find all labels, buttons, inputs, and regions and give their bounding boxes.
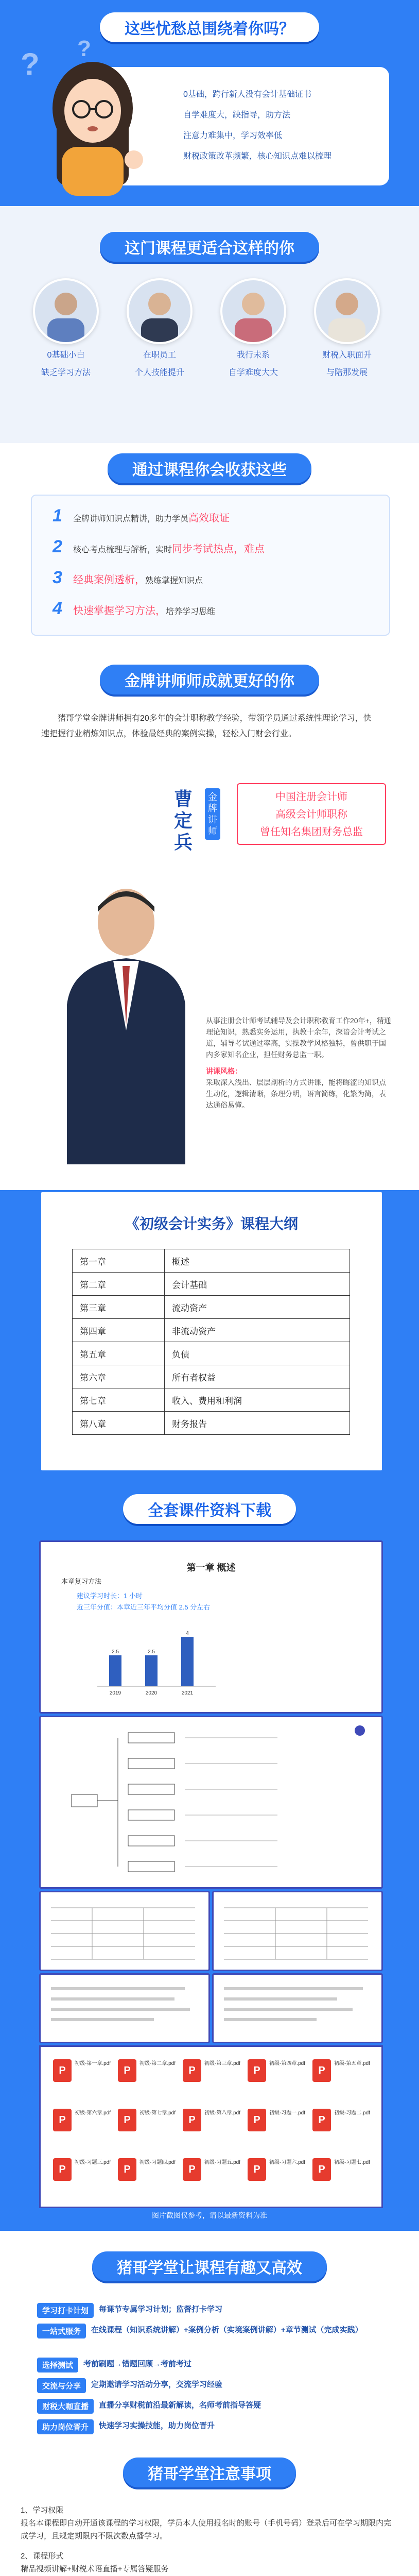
features-section [0, 2231, 419, 2447]
table-thumbnail [214, 1892, 378, 1967]
teacher-bio: 从事注册会计师考试辅导及会计职称教育工作20年+，精通理论知识，熟悉实务运用，执教十余年，深谙会计考试之道，辅导考试通过率高，实操教学风格独特，曾供职于国内多家知名企业，担任财务总监一职。 讲课风格： 采取深入浅出、层层剖析的方式讲课，能将晦涩的知识点生动化，逻辑清晰，条理分明，语言简练，化繁为简，表达通俗易懂。 [206, 1016, 391, 1109]
pdf-file[interactable] [183, 2057, 239, 2093]
pdf-filename: 初级-习题七.pdf [334, 2160, 371, 2165]
chapter-name: 所有者权益 [165, 1365, 350, 1388]
score-bar-chart [87, 1619, 221, 1702]
pdf-file[interactable] [312, 2156, 369, 2192]
pdf-file-grid [39, 2045, 383, 2208]
gains-title: 通过课程你会收获这些 [108, 453, 311, 483]
pdf-icon: P [312, 2158, 331, 2181]
pdf-filename: 初级-习题二.pdf [334, 2110, 371, 2116]
note-text: 精品视频讲解+财税术语直播+专属答疑服务 [21, 2565, 169, 2573]
pdf-filename: 初级-习题四.pdf [139, 2160, 176, 2165]
outline-row [73, 1296, 350, 1319]
slide-line: 近三年分值：本章近三年平均分值 2.5 分左右 [77, 1603, 211, 1611]
outline-table [72, 1249, 350, 1435]
note-text: 报名本课程即自动开通该课程的学习权限，学员本人使用报名时的账号（手机号码）登录后可在学习期限内完成学习，且规定期限内不限次数点播学习。 [21, 2519, 392, 2540]
outline-row [73, 1412, 350, 1435]
bar-value-label: 2.5 [148, 1649, 155, 1655]
note-heading: 1、学习权限 [21, 2506, 64, 2515]
chapter-name: 会计基础 [165, 1273, 350, 1296]
feature-row: 助力岗位晋升 快速学习实操技能，助力岗位晋升 [37, 2419, 387, 2434]
teacher-section [0, 649, 419, 1190]
audience-item [212, 278, 294, 379]
outline-row [73, 1249, 350, 1273]
pdf-icon: P [53, 2158, 72, 2181]
audience-label: 我行未系 [236, 351, 270, 360]
pain-point: 财税政策改革频繁，核心知识点难以梳理 [183, 152, 332, 161]
pdf-icon: P [53, 2109, 72, 2131]
bar-value-label: 4 [186, 1631, 189, 1636]
pdf-file[interactable] [53, 2156, 110, 2192]
gain-row: 1 全牌讲师知识点精讲，助力学员 高效取证 [53, 506, 230, 526]
pdf-icon: P [118, 2158, 136, 2181]
pdf-icon: P [248, 2059, 266, 2082]
mindmap-slide [39, 1716, 383, 1889]
text-slide [39, 1973, 210, 2043]
teacher-intro: 猪哥学堂金牌讲师拥有20多年的会计职称教学经验，带领学员通过系统性理论学习，快速把握行业精炼知识点，体验最经典的案例实操，轻松入门财会行业。 [41, 714, 372, 738]
gains-section [0, 443, 419, 649]
audience-sub: 个人技能提升 [134, 368, 184, 377]
bar [181, 1637, 194, 1686]
worried-girl-illustration [36, 52, 149, 196]
pdf-file[interactable] [53, 2107, 110, 2143]
chapter-name: 非流动资产 [165, 1319, 350, 1342]
audience-title: 这门课程更适合这样的你 [100, 232, 319, 262]
pdf-file[interactable] [183, 2156, 239, 2192]
notes-title: 猪哥学堂注意事项 [123, 2458, 296, 2487]
teacher-title: 金牌讲师师成就更好的你 [100, 665, 319, 694]
chapter-number: 第五章 [73, 1342, 165, 1365]
teacher-photo [57, 876, 196, 1164]
pdf-filename: 初级-第七章.pdf [139, 2110, 176, 2116]
feature-row: 选择测试 考前刷题→错题回顾→考前考过 [37, 2358, 372, 2372]
audience-item [306, 278, 388, 379]
pdf-file[interactable] [53, 2057, 110, 2093]
category-label: 2020 [145, 1690, 158, 1696]
pdf-filename: 初级-第三章.pdf [204, 2061, 241, 2066]
materials-title: 全套课件资料下载 [123, 1494, 296, 1524]
pdf-filename: 初级-第六章.pdf [75, 2110, 111, 2116]
pdf-icon: P [183, 2109, 201, 2131]
teacher-tag: 金牌讲师 [205, 788, 220, 840]
notes-section [0, 2447, 419, 2576]
audience-sub: 自学难度大大 [228, 368, 278, 377]
audience-section [0, 206, 419, 443]
audience-item [118, 278, 201, 379]
question-mark-icon: ? [21, 47, 40, 81]
mindmap-diagram [41, 1717, 378, 1884]
pdf-icon: P [118, 2059, 136, 2082]
outline-section [0, 1190, 419, 1479]
pdf-filename: 初级-习题六.pdf [269, 2160, 306, 2165]
pdf-filename: 初级-第二章.pdf [139, 2061, 176, 2066]
pain-point: 注意力难集中，学习效率低 [183, 131, 283, 140]
feature-row: 一站式服务 在线课程（知识系统讲解）+案例分析（实境案例讲解）+章节测试（完成实践） [37, 2324, 379, 2338]
chapter-number: 第七章 [73, 1388, 165, 1412]
note-heading: 2、课程形式 [21, 2552, 64, 2561]
feature-row: 财税大咖直播 直播分享财税前沿最新解读，名师考前指导答疑 [37, 2399, 387, 2414]
category-label: 2021 [181, 1690, 194, 1696]
teacher-titles-box: 中国注册会计师 高级会计师职称 曾任知名集团财务总监 [237, 783, 386, 845]
table-slide [39, 1891, 210, 1971]
gain-row: 3 经典案例透析， 熟练掌握知识点 [53, 568, 203, 587]
feature-row: 交流与分享 定期邀请学习活动分享，交流学习经验 [37, 2378, 379, 2393]
chapter-name: 收入、费用和利润 [165, 1388, 350, 1412]
bar [109, 1655, 121, 1686]
pdf-file[interactable] [312, 2107, 369, 2143]
outline-box [39, 1190, 384, 1472]
pdf-filename: 初级-习题一.pdf [269, 2110, 306, 2116]
pdf-icon: P [248, 2158, 266, 2181]
pdf-file[interactable] [312, 2057, 369, 2093]
chapter-name: 负债 [165, 1342, 350, 1365]
audience-label: 0基础小白 [47, 351, 85, 360]
category-label: 2019 [109, 1690, 121, 1696]
audience-label: 财税入职面升 [322, 351, 372, 360]
graduate-photo [220, 278, 286, 344]
student-photo [33, 278, 99, 344]
notes-body [21, 2504, 398, 2576]
chapter-number: 第六章 [73, 1365, 165, 1388]
pdf-filename: 初级-习题三.pdf [75, 2160, 111, 2165]
pdf-file[interactable] [118, 2057, 174, 2093]
audience-sub: 与陪那发展 [326, 368, 368, 377]
audience-item [25, 278, 107, 379]
audience-label: 在职员工 [143, 351, 176, 360]
pain-point: 自学难度大，缺指导，助方法 [183, 111, 291, 120]
pdf-file[interactable] [118, 2156, 174, 2192]
outline-row [73, 1365, 350, 1388]
text-slide [212, 1973, 383, 2043]
pdf-file[interactable] [248, 2156, 304, 2192]
pdf-file[interactable] [183, 2107, 239, 2143]
teacher-profile [0, 773, 419, 1175]
chapter-name: 流动资产 [165, 1296, 350, 1319]
chapter-number: 第三章 [73, 1296, 165, 1319]
pain-point: 0基础，跨行新人没有会计基础证书 [183, 90, 311, 99]
table-thumbnail [41, 1892, 205, 1967]
pdf-icon: P [53, 2059, 72, 2082]
text-thumbnail [214, 1975, 378, 2039]
pdf-icon: P [312, 2059, 331, 2082]
pdf-filename: 初级-第四章.pdf [269, 2061, 306, 2066]
pdf-filename: 初级-第八章.pdf [204, 2110, 241, 2116]
pdf-filename: 初级-第一章.pdf [75, 2061, 111, 2066]
hero-title: 这些忧愁总围绕着你吗？ [100, 12, 319, 42]
question-mark-icon: ? [77, 36, 91, 61]
courseware-slide [39, 1540, 383, 1714]
pdf-icon: P [183, 2158, 201, 2181]
chapter-number: 第四章 [73, 1319, 165, 1342]
chapter-number: 第一章 [73, 1249, 165, 1273]
pdf-icon: P [183, 2059, 201, 2082]
materials-section [0, 1479, 419, 2231]
outline-row [73, 1388, 350, 1412]
gains-box [31, 495, 390, 636]
chapter-number: 第八章 [73, 1412, 165, 1435]
pdf-file[interactable] [248, 2107, 304, 2143]
slide-line: 建议学习时长：1 小时 [77, 1592, 143, 1600]
gain-row: 2 核心考点梳理与解析，实时 同步考试热点，难点 [53, 537, 265, 556]
outline-row [73, 1273, 350, 1296]
bar-value-label: 2.5 [112, 1649, 119, 1655]
text-thumbnail [41, 1975, 205, 2039]
chapter-number: 第二章 [73, 1273, 165, 1296]
pdf-icon: P [312, 2109, 331, 2131]
gain-row: 4 快速掌握学习方法， 培养学习思维 [53, 599, 216, 618]
pdf-filename: 初级-习题五.pdf [204, 2160, 241, 2165]
finance-staff-photo [314, 278, 380, 344]
features-title: 猪哥学堂让课程有趣又高效 [92, 2251, 327, 2281]
outline-row [73, 1319, 350, 1342]
feature-row: 学习打卡计划 每课节专属学习计划；监督打卡学习 [37, 2303, 387, 2318]
pdf-file[interactable] [118, 2107, 174, 2143]
audience-sub: 缺乏学习方法 [41, 368, 91, 377]
outline-row [73, 1342, 350, 1365]
chapter-name: 概述 [165, 1249, 350, 1273]
chapter-name: 财务报告 [165, 1412, 350, 1435]
pdf-icon: P [248, 2109, 266, 2131]
pdf-icon: P [118, 2109, 136, 2131]
slide-sub: 本章复习方法 [61, 1578, 102, 1585]
slide-heading: 第一章 概述 [186, 1563, 236, 1573]
hero-section [0, 0, 419, 206]
table-slide [212, 1891, 383, 1971]
bar [145, 1655, 158, 1686]
materials-caption: 图片截图仅参考，请以最新资料为准 [152, 2211, 267, 2219]
teacher-name: 曹定兵 [174, 788, 193, 853]
employee-photo [127, 278, 193, 344]
outline-title: 《初级会计实务》课程大纲 [125, 1216, 298, 1232]
pdf-file[interactable] [248, 2057, 304, 2093]
pdf-filename: 初级-第五章.pdf [334, 2061, 371, 2066]
